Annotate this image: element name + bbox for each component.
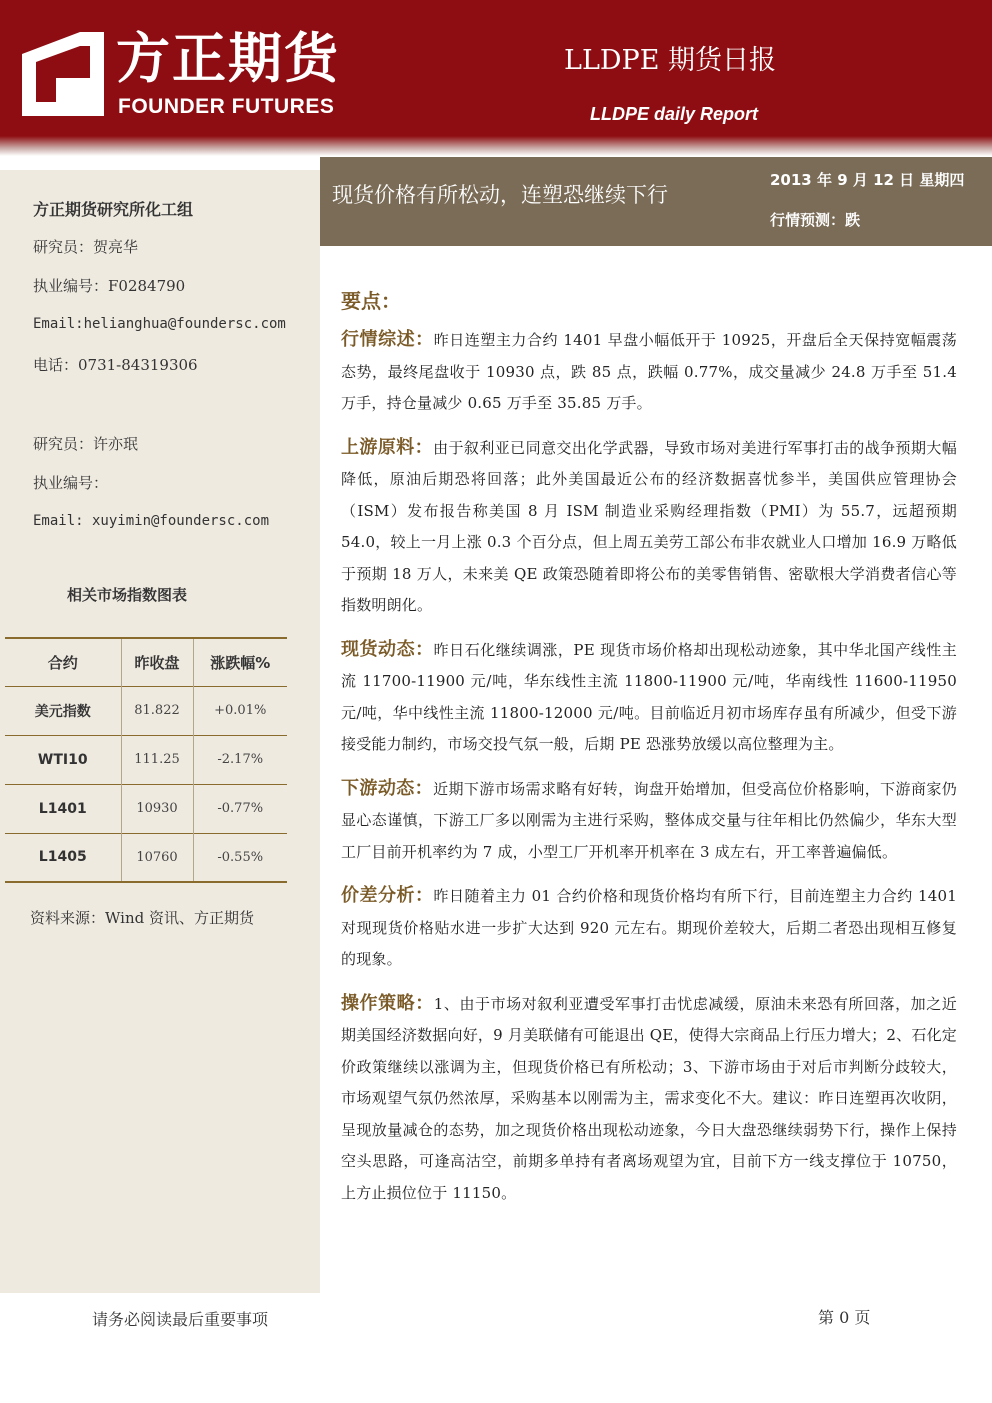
- section-text: 近期下游市场需求略有好转，询盘开始增加，但受高位价格影响，下游商家仍显心态谨慎，下游工厂多以刚需为主进行采购，整体成交量与往年相比仍然偏少，华东大型工厂目前开机率约为 7 成，小型工厂开机率开机率在 3 成左右，开工率普遍偏低。: [341, 779, 957, 861]
- section-label: 现货动态：: [341, 638, 434, 660]
- founder-logo-icon: [22, 32, 104, 116]
- market-index-table: [5, 637, 287, 883]
- spread-section: [341, 880, 957, 976]
- header-shade: [0, 136, 992, 156]
- contract-cell: WTI10: [37, 751, 88, 768]
- headline-band: [320, 157, 992, 246]
- page-number: 第 0 页: [818, 1308, 871, 1327]
- change-cell: -0.55%: [193, 833, 287, 882]
- upstream-section: [341, 432, 957, 622]
- table-header-row: [5, 638, 287, 686]
- logo-english-name: FOUNDER FUTURES: [118, 95, 335, 118]
- section-label: 行情综述：: [341, 329, 434, 350]
- disclaimer-note: 请务必阅读最后重要事项: [92, 1310, 269, 1329]
- market-summary-section: [341, 324, 957, 420]
- data-source-note: 资料来源：Wind 资讯、方正期货: [30, 909, 254, 927]
- report-body: [341, 284, 957, 1221]
- table-row: [5, 784, 287, 833]
- report-header: [0, 0, 992, 152]
- column-header: 合约: [47, 653, 78, 672]
- report-date: 2013 年 9 月 12 日 星期四: [770, 171, 965, 189]
- spot-section: [341, 634, 957, 761]
- logo-chinese-name: 方正期货: [116, 27, 340, 90]
- research-group-name: 方正期货研究所化工组: [33, 200, 194, 219]
- close-cell: 111.25: [121, 735, 193, 784]
- analyst-email[interactable]: Email: xuyimin@foundersc.com: [33, 513, 270, 529]
- analyst-name: 研究员：许亦珉: [33, 435, 139, 453]
- column-header: 昨收盘: [121, 638, 193, 686]
- report-title: LLDPE 期货日报: [564, 45, 776, 76]
- contract-cell: 美元指数: [34, 703, 91, 720]
- analyst-email[interactable]: Email:helianghua@foundersc.com: [33, 316, 286, 332]
- close-cell: 10930: [121, 784, 193, 833]
- analyst-phone: 电话：0731-84319306: [33, 356, 198, 374]
- contract-cell: L1405: [38, 849, 87, 866]
- analyst-license: 执业编号：F0284790: [33, 277, 186, 295]
- table-row: [5, 833, 287, 882]
- section-text: 昨日连塑主力合约 1401 早盘小幅低开于 10925，开盘后全天保持宽幅震荡态势，最终尾盘收于 10930 点，跌 85 点，跌幅 0.77%，成交量减少 24.8 万手至 51.4 万手，持仓量减少 0.65 万手至 35.85 万手。: [341, 331, 958, 412]
- column-header: 涨跌幅%: [193, 638, 287, 686]
- section-text: 昨日石化继续调涨，PE 现货市场价格却出现松动迹象，其中华北国产线性主流 11700-11900 元/吨，华东线性主流 11800-11900 元/吨，华南线性 11600-11950 元/吨，华中线性主流 11800-12000 元/吨。目前临近月初市场库存虽有所减少，但受下游接受能力制约，市场交投气氛一般，后期 PE 恐涨势放缓以高位整理为主。: [341, 640, 957, 753]
- analyst-license: 执业编号：: [33, 474, 109, 492]
- market-index-table-title: 相关市场指数图表: [67, 586, 188, 604]
- table-row: [5, 735, 287, 784]
- change-cell: -2.17%: [193, 735, 287, 784]
- analyst-name: 研究员：贺亮华: [33, 238, 139, 256]
- key-points-title: 要点：: [341, 289, 401, 313]
- section-label: 下游动态：: [341, 777, 434, 799]
- close-cell: 10760: [121, 833, 193, 882]
- contract-cell: L1401: [38, 800, 87, 817]
- section-label: 操作策略：: [341, 992, 434, 1014]
- headline: 现货价格有所松动，连塑恐继续下行: [332, 183, 668, 207]
- change-cell: -0.77%: [193, 784, 287, 833]
- section-label: 价差分析：: [341, 885, 434, 906]
- table-row: [5, 686, 287, 735]
- section-text: 昨日随着主力 01 合约价格和现货价格均有所下行，目前连塑主力合约 1401 对现现货价格贴水进一步扩大达到 920 元左右。期现价差较大，后期二者恐出现相互修复的现象。: [341, 887, 958, 968]
- section-text: 1、由于市场对叙利亚遭受军事打击忧虑减缓，原油未来恐有所回落，加之近期美国经济数据向好，9 月美联储有可能退出 QE，使得大宗商品上行压力增大；2、石化定价政策继续以涨调为主，但现货价格已有所松动；3、下游市场由于对后市判断分歧较大，市场观望气氛仍然浓厚，采购基本以刚需为主，需求变化不大。建议：昨日连塑再次收阴，呈现放量减仓的态势，加之现货价格出现松动迹象，今日大盘恐继续弱势下行，操作上保持空头思路，可逢高沽空，前期多单持有者离场观望为宜，目前下方一线支撑位于 10750，上方止损位位于 11150。: [341, 994, 957, 1202]
- strategy-section: [341, 988, 957, 1210]
- section-label: 上游原料：: [341, 436, 434, 458]
- change-cell: +0.01%: [193, 686, 287, 735]
- market-forecast: 行情预测：跌: [770, 211, 861, 229]
- downstream-section: [341, 773, 957, 869]
- close-cell: 81.822: [121, 686, 193, 735]
- report-title-english: LLDPE daily Report: [589, 104, 758, 124]
- section-text: 由于叙利亚已同意交出化学武器，导致市场对美进行军事打击的战争预期大幅降低，原油后期恐将回落；此外美国最近公布的经济数据喜忧参半，美国供应管理协会（ISM）发布报告称美国 8 月 ISM 制造业采购经理指数（PMI）为 55.7，远超预期 54.0，较上一月上涨 0.3 个百分点，但上周五美劳工部公布非农就业人口增加 16.9 万略低于预期 18 万人，未来美 QE 政策恐随着即将公布的美零售销售、密歇根大学消费者信心等指数明朗化。: [341, 438, 957, 614]
